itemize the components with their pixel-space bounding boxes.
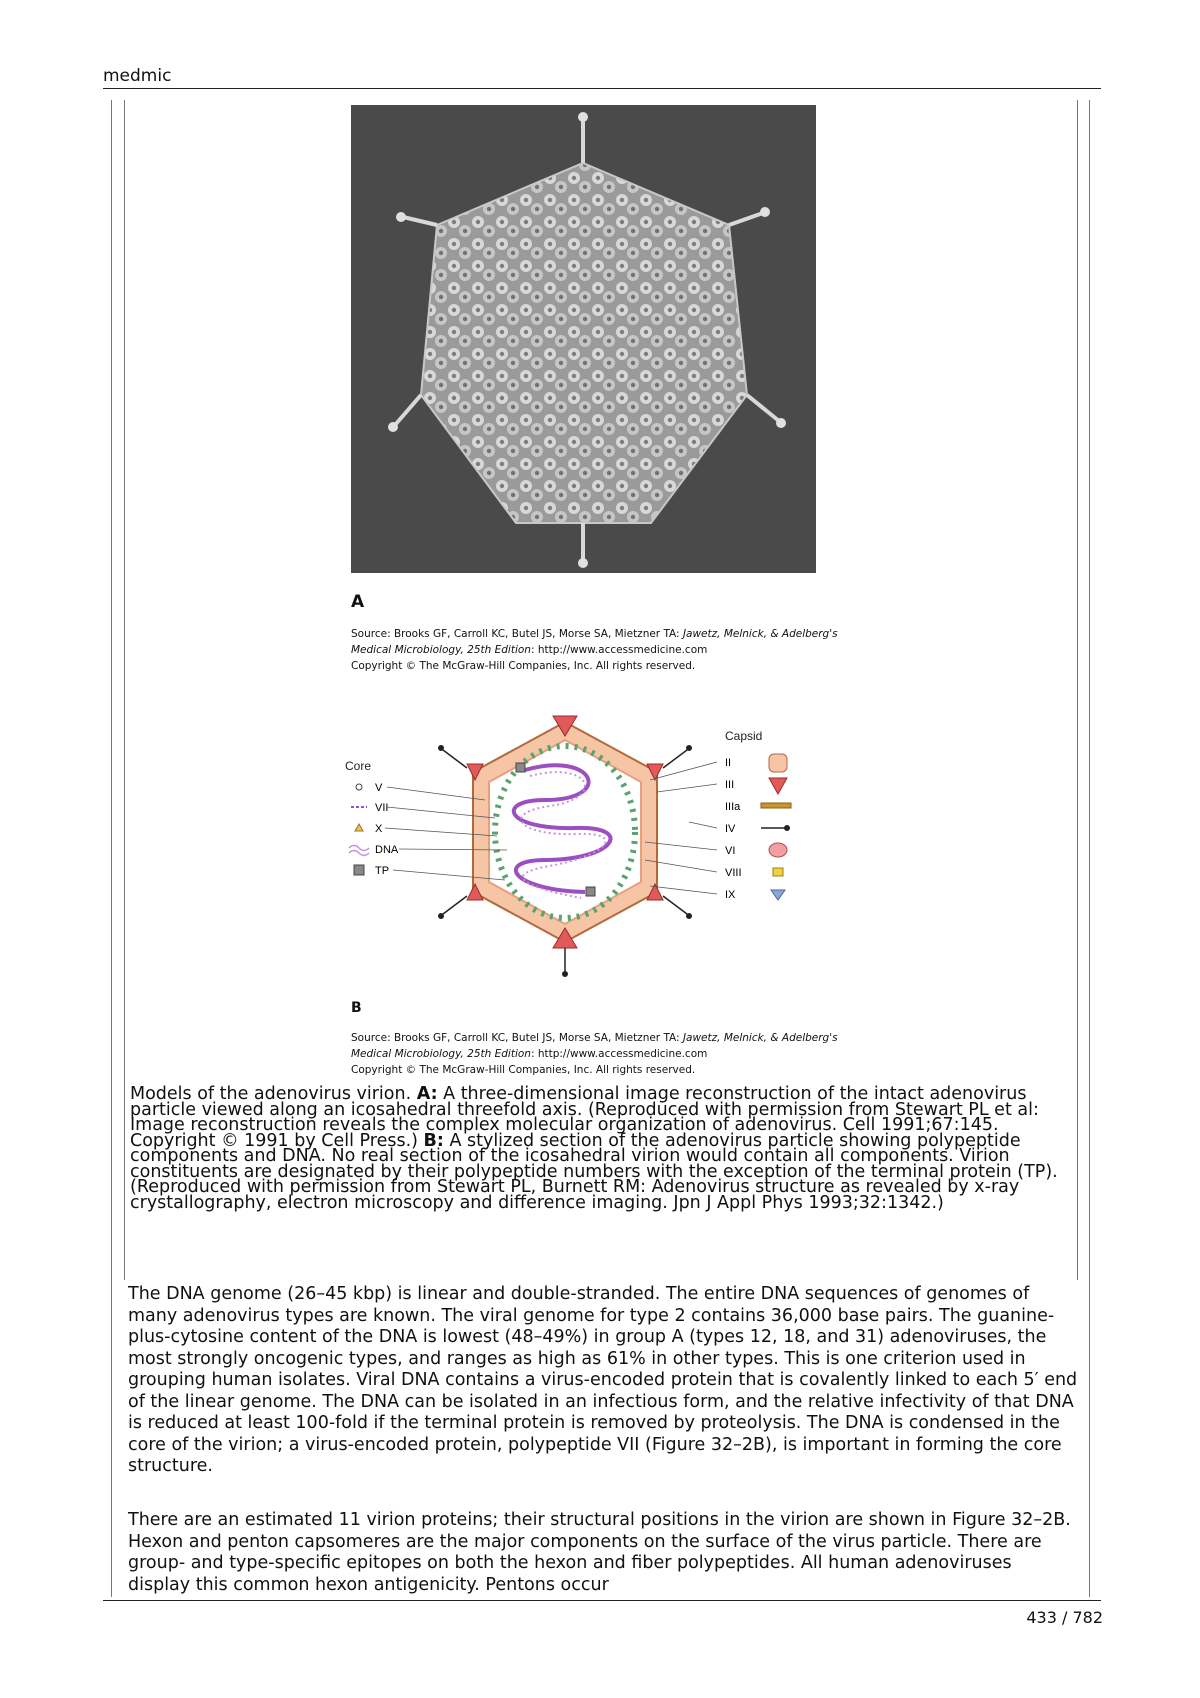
figure-b-source-prefix: Source: Brooks GF, Carroll KC, Butel JS, Morse SA, Mietzner TA: bbox=[351, 1032, 683, 1044]
adenovirus-section-diagram bbox=[345, 710, 805, 990]
capsid-item-iiia: IIIa bbox=[725, 801, 741, 813]
body-paragraph-dna-genome: The DNA genome (26–45 kbp) is linear and double-stranded. The entire DNA sequences of genomes of many adenovirus types are known. The viral genome for type 2 contains 36,000 base pairs. The guanine-plus-cytosine content of the DNA is lowest (48–49%) in group A (types 12, 18, and 31) adenoviruses, the most strongly oncogenic types, and ranges as high as 61% in other types. This is one criterion used in grouping human isolates. Viral DNA contains a virus-encoded protein that is covalently linked to each 5′ end of the linear genome. The DNA can be isolated in an infectious form, and the relative infectivity of that DNA is reduced at least 100-fold if the terminal protein is removed by proteolysis. The DNA is condensed in the core of the virion; a virus-encoded protein, polypeptide VII (Figure 32–2B), is important in forming the core structure. bbox=[128, 1284, 1078, 1476]
caption-b-text: A stylized section of the adenovirus particle showing polypeptide components and DNA. No real section of the icosahedral virion would contain all components. Virion constituents are designated by their polypeptide numbers with the exception of the terminal protein (TP). (Reproduced with permission from Stewart PL, Burnett RM: Adenovirus structure as revealed by x-ray crystallography, electron microscopy and difference imaging. Jpn J Appl Phys 1993;32:1342.) bbox=[130, 1130, 1058, 1213]
capsid-iii-marker bbox=[769, 778, 787, 794]
core-v-marker bbox=[356, 784, 362, 790]
capsid-item-iv: IV bbox=[725, 823, 736, 835]
frame-left-line-inner bbox=[124, 100, 125, 1280]
capsid-item-ii: II bbox=[725, 757, 732, 769]
capsid-item-viii: VIII bbox=[725, 867, 742, 879]
core-legend-title: Core bbox=[345, 759, 372, 773]
core-x-marker bbox=[355, 824, 363, 831]
capsid-vi-marker bbox=[769, 843, 787, 857]
header-rule bbox=[103, 88, 1101, 89]
figure-caption bbox=[130, 1084, 1060, 1213]
caption-b-label: B: bbox=[423, 1130, 444, 1151]
capsid-ii-marker bbox=[769, 754, 787, 772]
core-dna-marker bbox=[349, 846, 369, 856]
figure-a-source bbox=[351, 626, 871, 674]
core-item-dna: DNA bbox=[375, 844, 399, 856]
figure-b-copyright: Copyright © The McGraw-Hill Companies, Inc. All rights reserved. bbox=[351, 1064, 696, 1076]
figure-b-source bbox=[351, 1030, 871, 1078]
capsid-ix-marker bbox=[771, 890, 785, 900]
core-item-vii: VII bbox=[375, 802, 389, 814]
core-item-x: X bbox=[375, 823, 383, 835]
document-header: medmic bbox=[103, 66, 172, 86]
caption-a-label: A: bbox=[416, 1084, 438, 1104]
capsid-viii-marker bbox=[773, 868, 783, 876]
figure-b-label: B bbox=[351, 1000, 362, 1016]
footer-rule bbox=[103, 1600, 1101, 1601]
capsid-legend-title: Capsid bbox=[725, 729, 763, 743]
caption-a-text: A three-dimensional image reconstruction of the intact adenovirus particle viewed along an icosahedral threefold axis. (Reproduced with permission from Stewart PL et al: Image reconstruction reveals the complex molecular organization of adenovirus. Cell 1991;67:145. Copyright © 1991 by Cell Press.) bbox=[130, 1084, 1039, 1151]
capsid-item-ix: IX bbox=[725, 889, 736, 901]
page-number: 433 / 782 bbox=[1026, 1608, 1103, 1627]
frame-right-line-inner bbox=[1077, 100, 1078, 1280]
body-paragraph-virion-proteins: There are an estimated 11 virion proteins; their structural positions in the virion are shown in Figure 32–2B. Hexon and penton capsomeres are the major components on the surface of the virus particle. There are group- and type-specific epitopes on both the hexon and fiber polypeptides. All human adenoviruses display this common hexon antigenicity. Pentons occur bbox=[128, 1510, 1071, 1595]
figure-a-source-title: Jawetz, Melnick, & Adelberg's Medical Microbiology, 25th Edition bbox=[351, 628, 838, 656]
core-tp-marker bbox=[354, 865, 364, 875]
capsid-iv-marker-end bbox=[784, 825, 790, 831]
capsid-item-vi: VI bbox=[725, 845, 736, 857]
figure-b-section-diagram bbox=[345, 710, 805, 990]
core-item-v: V bbox=[375, 782, 383, 794]
figure-a-source-prefix: Source: Brooks GF, Carroll KC, Butel JS, Morse SA, Mietzner TA: bbox=[351, 628, 683, 640]
figure-b-source-title: Jawetz, Melnick, & Adelberg's Medical Microbiology, 25th Edition bbox=[351, 1032, 838, 1060]
figure-a-copyright: Copyright © The McGraw-Hill Companies, Inc. All rights reserved. bbox=[351, 660, 696, 672]
capsid-iiia-marker bbox=[761, 803, 791, 808]
figure-a-reconstruction-image bbox=[351, 105, 816, 573]
frame-left-line-outer bbox=[111, 100, 112, 1597]
figure-b-source-url: : http://www.accessmedicine.com bbox=[530, 1048, 708, 1060]
adenovirus-3d-model-image bbox=[351, 105, 816, 573]
figure-a-source-url: : http://www.accessmedicine.com bbox=[530, 644, 708, 656]
capsid-item-iii: III bbox=[725, 779, 735, 791]
frame-right-line-outer bbox=[1089, 100, 1090, 1597]
core-item-tp: TP bbox=[375, 865, 390, 877]
caption-intro: Models of the adenovirus virion. bbox=[130, 1084, 417, 1104]
figure-a-label: A bbox=[351, 592, 365, 612]
